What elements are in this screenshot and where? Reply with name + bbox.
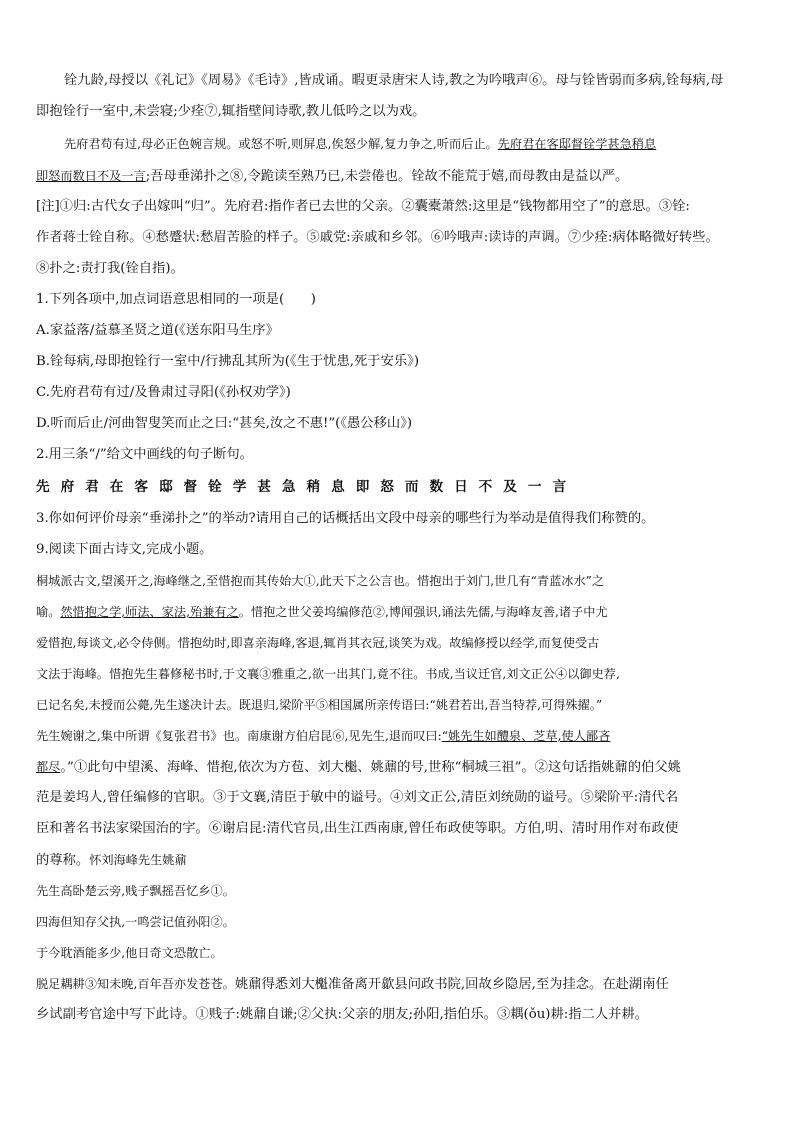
- annotation-line: 乡试副考官途中写下此诗。①贱子:姚鼐自谦;②父执:父亲的朋友;孙阳,指伯乐。③耦(ǒu)耕:指二人并耕。: [36, 1007, 649, 1022]
- passage-line: 爱惜抱,每谈文,必令侍侧。惜抱幼时,即喜亲海峰,客退,辄肖其衣冠,谈笑为戏。故编修授以经学,而复使受古: [36, 636, 600, 650]
- passage-line: 文法于海峰。惜抱先生暮修秘书时,于文襄③雅重之,欲一出其门,竟不往。书成,当议迁官,刘文正公④以御史荐,: [36, 667, 620, 681]
- annotation-line: 的尊称。怀刘海峰先生姚鼐: [36, 853, 187, 868]
- passage-line: 都尽。”①此句中望溪、海峰、惜抱,依次为方苞、刘大櫆、姚鼐的号,世称“桐城三祖”。②这句话指姚鼐的伯父姚: [36, 760, 681, 775]
- annotation-line: 作者蒋士铨自称。④愁蹙状:愁眉苦脸的样子。⑤戚党:亲戚和乡邻。⑥吟哦声:读诗的声调。⑦少痊:病体略微好转些。: [36, 230, 719, 245]
- option-d: D.听而后止/河曲智叟笑而止之曰:“甚矣,汝之不惠!”(《愚公移山》): [36, 416, 413, 431]
- option-b: B.铨每病,母即抱铨行一室中/行拂乱其所为(《生于忧患,死于安乐》): [36, 354, 420, 369]
- option-c: C.先府君苟有过/及鲁肃过寻阳(《孙权劝学》): [36, 385, 291, 400]
- text-line: 即抱铨行一室中,未尝寝;少痊⑦,辄指壁间诗歌,教儿低吟之以为戏。: [36, 104, 426, 119]
- underlined-sentence: 即怒而数日不及一言: [36, 169, 146, 183]
- poem-line: 脱足耦耕③知未晚,百年吾亦发苍苍。姚鼐得悉刘大櫆准备离开歙县问政书院,回故乡隐居,至为挂念。在赴湖南任: [36, 977, 669, 992]
- passage-line: 桐城派古文,望溪开之,海峰继之,至惜抱而其传始大①,此天下之公言也。惜抱出于刘门,世几有“青蓝冰水”之: [36, 574, 605, 588]
- passage-line: 喻。然惜抱之学,师法、家法,殆兼有之。惜抱之世父姜坞编修范②,博闻强识,诵法先儒,与海峰友善,诸子中尤: [36, 605, 608, 619]
- text-line: 铨九龄,母授以《礼记》《周易》《毛诗》,皆成诵。暇更录唐宋人诗,教之为吟哦声⑥。母与铨皆弱而多病,铨每病,母: [64, 73, 724, 88]
- underlined-sentence: 都尽: [36, 760, 61, 774]
- question: 3.你如何评价母亲“垂涕扑之”的举动?请用自己的话概括出文段中母亲的哪些行为举动是值得我们称赞的。: [36, 511, 655, 526]
- underlined-sentence: 先府君在客邸督铨学甚急稍息: [497, 137, 657, 151]
- poem-line: 于今耽酒能多少,他日奇文恐散亡。: [36, 946, 223, 960]
- option-a: A.家益落/益慕圣贤之道(《送东阳马生序》: [36, 323, 279, 338]
- question: 1.下列各项中,加点词语意思相同的一项是( ): [36, 292, 316, 307]
- poem-line: 先生高卧楚云旁,贱子飘摇吾忆乡①。: [36, 884, 235, 898]
- annotation-line: ⑧扑之:责打我(铨自指)。: [36, 261, 184, 276]
- text-line: 先府君苟有过,母必正色婉言规。或怒不听,则屏息,俟怒少解,复力争之,听而后止。先府君在客邸督铨学甚急稍息: [64, 137, 657, 151]
- text-line: 即怒而数日不及一言;吾母垂涕扑之⑧,令跪读至熟乃已,未尝倦也。铨故不能荒于嬉,而母教由是益以严。: [36, 169, 629, 184]
- passage-line: 先生婉谢之,集中所谓《复张君书》也。南康谢方伯启昆⑥,见先生,退而叹曰:“姚先生如醴泉、芝草,使人鄙吝: [36, 729, 611, 743]
- annotation-line: 臣和著名书法家梁国治的字。⑥谢启昆:清代官员,出生江西南康,曾任布政使等职。方伯,明、清时用作对布政使: [36, 821, 679, 836]
- poem-line: 四海但知存父执,一鸣尝记值孙阳②。: [36, 915, 235, 929]
- question: 9.阅读下面古诗文,完成小题。: [36, 542, 213, 557]
- underlined-sentence: “姚先生如醴泉、芝草,使人鄙吝: [441, 729, 611, 743]
- question: 2.用三条“/”给文中画线的句子断句。: [36, 447, 253, 462]
- punctuation-exercise: 先府君在客邸督铨学甚急稍息即怒而数日不及一言: [36, 479, 578, 495]
- annotation-line: [注]①归:古代女子出嫁叫“归”。先府君:指作者已去世的父亲。②囊橐萧然:这里是“钱物都用空了”的意思。③铨:: [36, 199, 690, 214]
- underlined-sentence: 然惜抱之学,师法、家法,殆兼有之: [60, 605, 239, 619]
- passage-line: 已记名矣,未授而公薨,先生遂决计去。既退归,梁阶平⑤相国属所亲传语曰:“姚君若出,吾当特荐,可得殊擢。”: [36, 698, 603, 712]
- annotation-line: 范是姜坞人,曾任编修的官职。③于文襄,清臣于敏中的谥号。④刘文正公,清臣刘统勋的谥号。⑤梁阶平:清代名: [36, 790, 679, 805]
- poem-title: 怀刘海峰先生姚鼐: [89, 853, 187, 867]
